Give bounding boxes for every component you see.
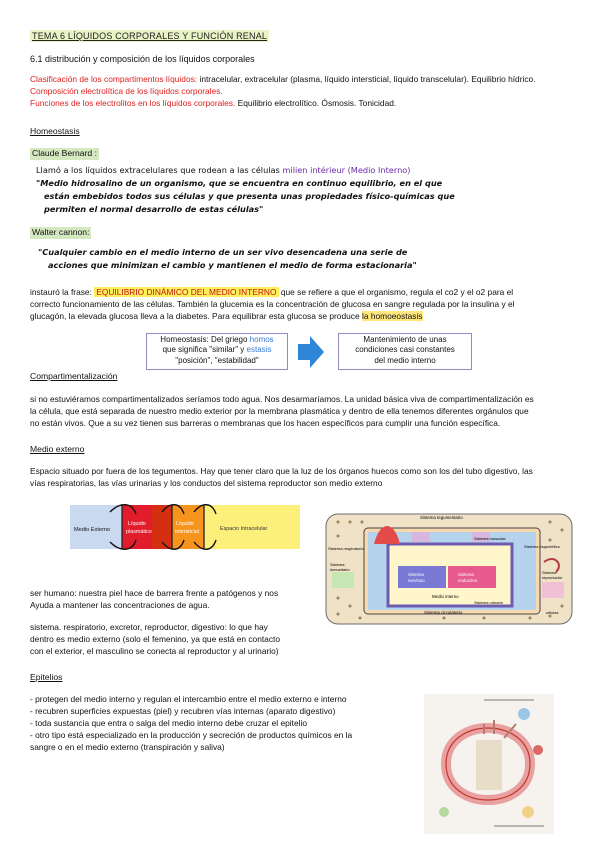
diag1-intra-label: Espacio Intracelular [220, 526, 268, 532]
equilibrio-highlight: EQUILIBRIO DINÁMICO DEL MEDIO INTERNO [96, 287, 277, 297]
section-subtitle: 6.1 distribución y composición de los líquidos corporales [30, 54, 255, 64]
intro-text-1: intracelular, extracelular (plasma, líquido intersticial, líquido transcelular). Equilibrio hídrico. [197, 74, 536, 84]
plasma-zone [122, 505, 152, 549]
body-systems-diagram [324, 510, 576, 628]
meaning-line-1: Mantenimiento de unas [363, 335, 447, 344]
intro-red-3: Funciones de los electrolitos en los líquidos corporales. [30, 98, 236, 108]
frase-line-2: correcto funcionamiento de las células. También la glucemia es la concentración de glucosa en sangre regulada por la insulina y el [30, 299, 515, 309]
frase-line-3 [30, 311, 575, 322]
endo-label-2: endocrino [458, 578, 478, 583]
bernard-quote-1: "Medio hidrosalino de un organismo, que se encuentra en continuo equilibrio, en el que [36, 178, 443, 188]
musc-label: Sistema muscular [474, 536, 506, 541]
sistemas-line-2: dentro es medio externo (solo el femenino, ya que está en contacto [30, 634, 281, 644]
circ-label: Sistema circulatorio [424, 610, 463, 615]
piel-line-2: Ayuda a mantener las concentraciones de agua. [30, 600, 210, 610]
heading-compartimentalizacion: Compartimentalización [30, 371, 118, 381]
externo-line-2: vías respiratorias, las vías urinarias y los conductos del sistema reproductor son medio externo [30, 478, 383, 488]
teg-label: Sistema tegumentario [420, 515, 463, 520]
document-title: TEMA 6 LÍQUIDOS CORPORALES Y FUNCIÓN RENAL [32, 31, 268, 41]
intro-line-2: Composición electrolítica de los líquidos corporales. [30, 86, 223, 96]
milieu-interieur: milien intérieur (Medio Interno) [282, 165, 411, 175]
heading-homeostasis: Homeostasis [30, 126, 80, 136]
meaning-line-3: del medio interno [374, 355, 436, 365]
epitelio-bullet-2: - recubren superficies expuestas (piel) y recubren vías internas (aparato digestivo) [30, 706, 336, 716]
intro-line-3 [30, 98, 575, 109]
diag1-plasma-label-1: Líquido [128, 521, 146, 527]
epithelium-illustration [424, 694, 554, 834]
compartments-diagram [70, 502, 300, 552]
nerv-label-1: Sistema [408, 572, 424, 577]
piel-line-1: ser humano: nuestra piel hace de barrera frente a patógenos y nos [30, 588, 279, 598]
epitelio-bullet-3: - toda sustancia que entra o salga del medio interno debe cruzar el epitelio [30, 718, 308, 728]
intro-red-1: Clasificación de los compartimentos líquidos: [30, 74, 198, 84]
def-estasis: estasis [246, 345, 272, 355]
diag1-externo-label: Medio Externo [74, 527, 111, 533]
intro-line-1 [30, 74, 575, 85]
bernard-quote-3: permiten el normal desarrollo de estas células" [44, 204, 264, 214]
intersticial-zone [172, 505, 204, 549]
heading-epitelios: Epitelios [30, 672, 63, 682]
frase-rest: que se refiere a que el organismo, regula el co2 y el o2 para el [278, 287, 514, 297]
rep-label-1: Sistema [542, 570, 557, 575]
intro-text-3: Equilibrio electrolítico. Ósmosis. Tonicidad. [235, 98, 397, 108]
mi-label: Medio interno [432, 594, 459, 599]
homeostasis-meaning-box [338, 333, 472, 370]
resp-label: Sistema respiratorio [328, 546, 364, 551]
bernard-line-1 [36, 165, 576, 177]
inm-label-1: Sistema [330, 562, 345, 567]
homoeostasis-highlight: la homoeostasis [361, 311, 423, 321]
sistemas-line-3: con el exterior, el masculino se conecta al reproductor y al urinario) [30, 646, 279, 656]
rep-label-2: reproductor [542, 575, 563, 580]
urin-label: Sistema urinario [474, 600, 503, 605]
nerv-label-2: nervioso [408, 578, 425, 583]
meaning-line-2: condiciones casi constantes [355, 345, 455, 355]
diag1-plasma-label-2: plasmático [126, 529, 152, 535]
cannon-quote-1: "Cualquier cambio en el medio interno de un ser vivo desencadena una serie de [38, 247, 408, 257]
epitelio-bullet-5: sangre o en el medio externo (transpiración y saliva) [30, 742, 225, 752]
bernard-label: Claude Bernard : [32, 148, 97, 158]
compart-line-1: si no estuviéramos compartimentalizados seríamos todo agua. Nos desarmaríamos. La unidad básica viva de compartimentalización es [30, 394, 534, 404]
sistemas-line-1: sistema. respiratorio, excretor, reproductor, digestivo: lo que hay [30, 622, 268, 632]
compart-line-2: la célula, que está separada de nuestro medio exterior por la membrana plasmática y dentro de ella tenemos diferentes orgánulos que [30, 406, 529, 416]
homeostasis-definition-box [146, 333, 288, 370]
cel-label: células [546, 610, 559, 615]
diag1-inter-label-1: Líquido [176, 521, 194, 527]
epitelio-bullet-4: - otro tipo está especializado en la producción y secreción de productos químicos en la [30, 730, 353, 740]
def-line-1: Homeostasis: Del griego [160, 335, 250, 344]
heading-medio-externo: Medio externo [30, 444, 85, 454]
bernard-text: Llamó a los líquidos extracelulares que rodean a las células [36, 165, 283, 175]
def-homos: homos [249, 335, 274, 344]
epitelio-bullet-1: - protegen del medio interno y regulan el intercambio entre el medio externo e interno [30, 694, 347, 704]
def-line-3: "posición", "estabilidad" [175, 355, 259, 365]
externo-line-1: Espacio situado por fuera de los tegumentos. Hay que tener claro que la luz de los órganos huecos como son los del tubo digestivo, las [30, 466, 533, 476]
esq-label: Sistema esquelético [524, 544, 560, 549]
frase-line-1 [30, 287, 575, 298]
frase-intro: instauró la frase: [30, 287, 92, 297]
frase-line-3-text: glucagón, la elevada glucosa lleva a la diabetes. Para equilibrar esta glucosa se produce [30, 311, 362, 321]
inm-label-2: inmunitario [330, 567, 350, 572]
compart-line-3: no están vivos. Que a su vez tienen sus barreras o membranas que los hacen específicos para cumplir una función específica. [30, 418, 501, 428]
endo-label-1: Sistema [458, 572, 474, 577]
cannon-quote-2: acciones que minimizan el cambio y mantienen el medio de forma estacionaria" [48, 260, 417, 270]
diag1-inter-label-2: intersticial [175, 529, 199, 535]
def-line-2: que significa "similar" y [162, 345, 247, 355]
bernard-quote-2: están embebidos todos sus células y que presenta unas propiedades físico-químicas que [44, 191, 455, 201]
right-arrow-icon [298, 336, 324, 368]
cannon-label: Walter cannon: [32, 227, 90, 237]
